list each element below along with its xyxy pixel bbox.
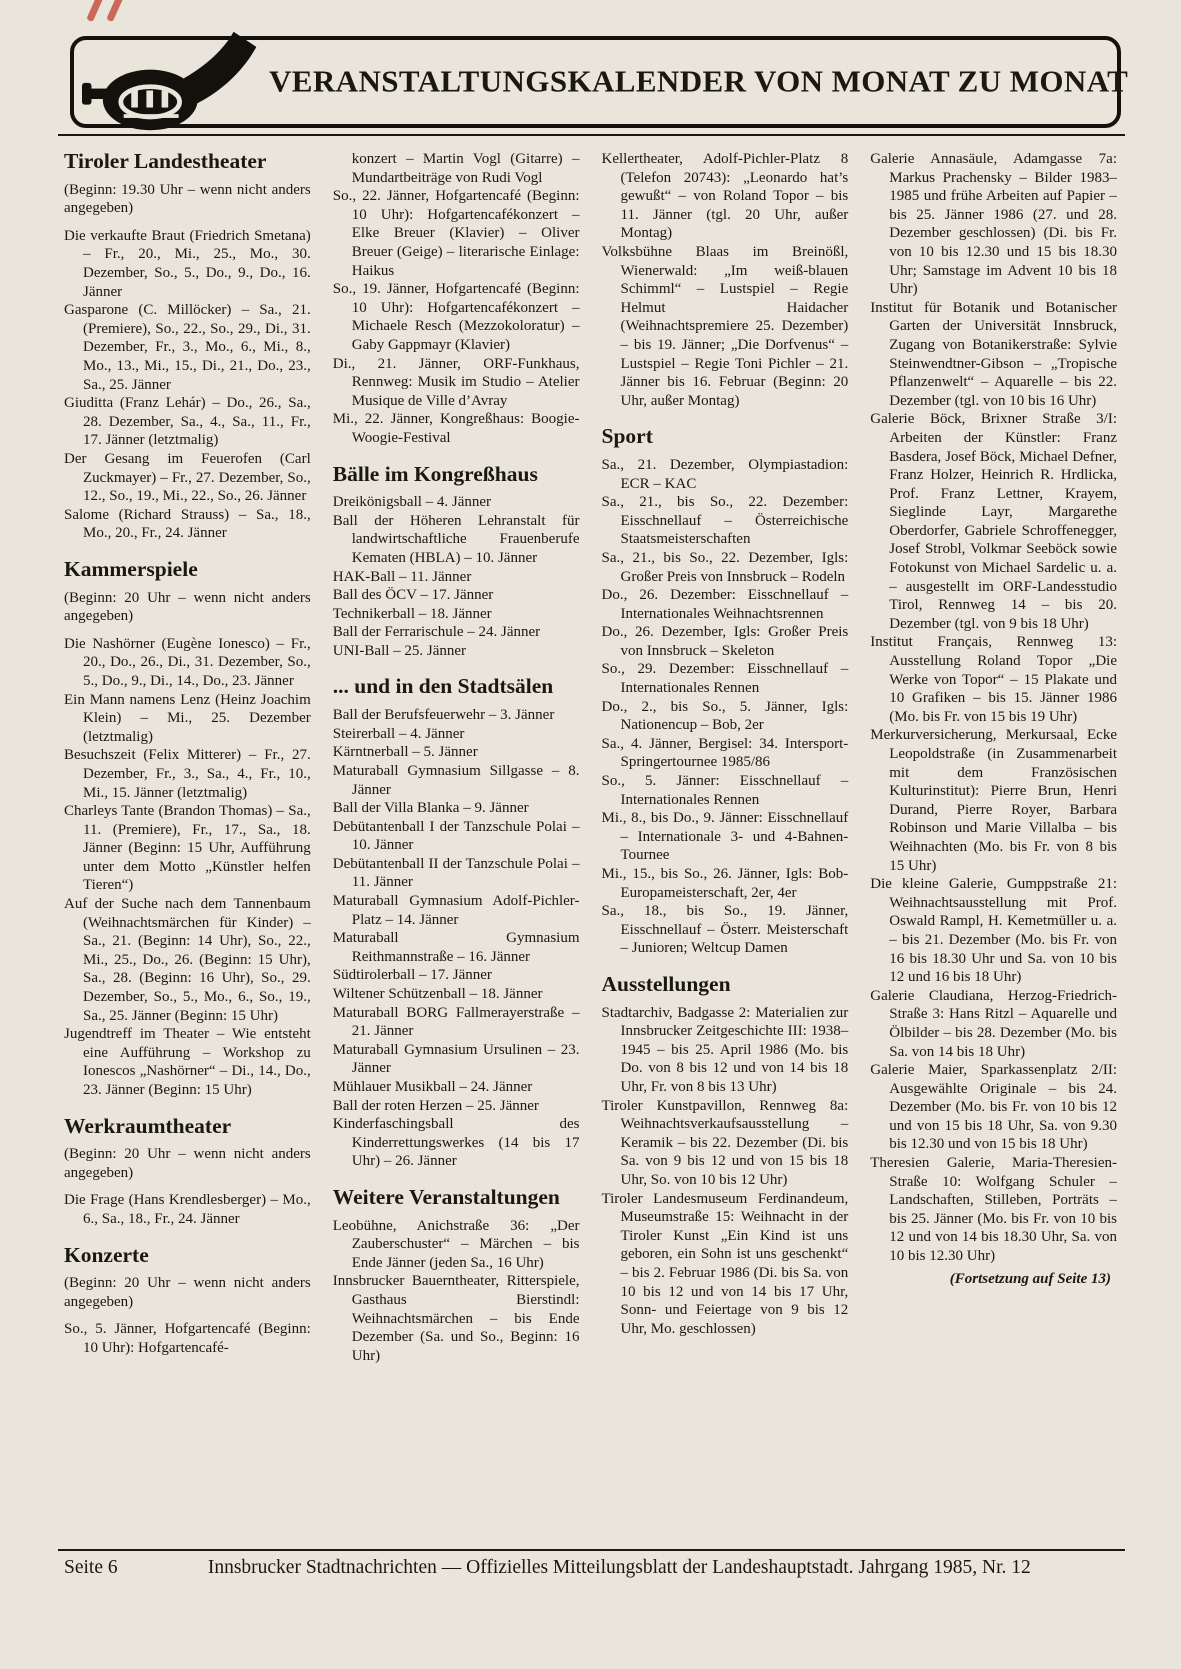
header-rule <box>58 134 1125 136</box>
calendar-entry: UNI-Ball – 25. Jänner <box>332 642 467 659</box>
calendar-entry: Mi., 8., bis Do., 9. Jänner: Eisschnellauf – Internationale 3- und 4-Bahnen-Tournee <box>601 810 849 864</box>
section-heading: Kammerspiele <box>64 556 198 581</box>
column-3 <box>602 150 849 1546</box>
calendar-entry: Galerie Annasäule, Adamgasse 7a: Markus Prachensky – Bilder 1983–1985 und frühe Arbeiten auf Papier – bis 25. Jänner 1986 (27. und 28. Dezember geschlossen) (Di. bis Fr. von 10 bis 12.30 und 15 bis 18.30 Uhr; Samstage im Advent 10 bis 18 Uhr) <box>870 151 1117 298</box>
calendar-entry: So., 29. Dezember: Eisschnellauf – Internationales Rennen <box>601 661 849 697</box>
calendar-entry: So., 22. Jänner, Hofgartencafé (Beginn: 10 Uhr): Hofgartencafékonzert – Elke Breuer (Klavier) – Oliver Breuer (Geige) – literarische Einlage: Haikus <box>332 188 580 279</box>
calendar-entry: Maturaball Gymnasium Reithmannstraße – 16. Jänner <box>332 930 580 965</box>
calendar-entry: Maturaball BORG Fallmerayerstraße – 21. Jänner <box>332 1004 580 1040</box>
calendar-entry: Die verkaufte Braut (Friedrich Smetana) – Fr., 20., Mi., 25., Mo., 30. Dezember, So., 5., Do., 9., Do., 16. Jänner <box>64 227 311 300</box>
calendar-entry: Steirerball – 4. Jänner <box>332 725 465 742</box>
calendar-entry: Kinderfaschingsball des Kinderrettungswerkes (14 bis 17 Uhr) – 26. Jänner <box>332 1116 580 1170</box>
calendar-entry: Die Frage (Hans Krendlesberger) – Mo., 6., Sa., 18., Fr., 24. Jänner <box>64 1192 311 1228</box>
schedule-note: (Beginn: 20 Uhr – wenn nicht anders angegeben) <box>64 1275 311 1310</box>
section-heading: Konzerte <box>64 1242 149 1267</box>
footer-publication-line: Innsbrucker Stadtnachrichten — Offizielles Mitteilungsblatt der Landeshauptstadt. Jahrgang 1985, Nr. 12 <box>207 1557 1031 1578</box>
calendar-entry: Sa., 18., bis So., 19. Jänner, Eisschnellauf – Österr. Meisterschaft – Junioren; Weltcup Damen <box>601 903 849 957</box>
calendar-entry: Leobühne, Anichstraße 36: „Der Zauberschuster“ – Märchen – bis Ende Jänner (jeden Sa., 16 Uhr) <box>332 1217 580 1271</box>
calendar-entry: Kellertheater, Adolf-Pichler-Platz 8 (Telefon 20743): „Leonardo hat’s gewußt“ – von Roland Topor – bis 11. Jänner (tgl. 20 Uhr, außer Montag) <box>601 151 849 242</box>
calendar-entry: Sa., 21., bis So., 22. Dezember, Igls: Großer Preis von Innsbruck – Rodeln <box>601 549 849 585</box>
calendar-entry: Ball der Villa Blanka – 9. Jänner <box>332 800 529 817</box>
calendar-entry: Theresien Galerie, Maria-Theresien-Straße 10: Wolfgang Schuler – Landschaften, Stilleben, Porträts – bis 25. Jänner (Mo. bis Fr. von 10 bis 12 und von 14 bis 18.30 Uhr, Sa. von 10 bis 12.30 Uhr) <box>870 1155 1117 1265</box>
continuation-note: (Fortsetzung auf Seite 13) <box>949 1270 1111 1287</box>
calendar-entry: Di., 21. Jänner, ORF-Funkhaus, Rennweg: Musik im Studio – Atelier Musique de Ville d’Avray <box>332 355 580 409</box>
calendar-columns <box>64 150 1117 1546</box>
calendar-entry: Stadtarchiv, Badgasse 2: Materialien zur Innsbrucker Zeitgeschichte III: 1938–1945 – bis 25. April 1986 (Mo. bis Do. von 8 bis 12 und von 14 bis 18 Uhr, Fr. von 8 bis 13 Uhr) <box>601 1004 849 1095</box>
calendar-entry: Der Gesang im Feuerofen (Carl Zuckmayer) – Fr., 27. Dezember, So., 12., So., 19., Mi., 22., So., 26. Jänner <box>64 450 311 505</box>
calendar-entry: Sa., 4. Jänner, Bergisel: 34. Intersport-Springertournee 1985/86 <box>601 735 849 771</box>
page-number: Seite 6 <box>64 1557 118 1578</box>
calendar-entry: Galerie Claudiana, Herzog-Friedrich-Straße 3: Hans Ritzl – Aquarelle und Ölbilder – bis 28. Dezember (Mo. bis Sa. von 14 bis 18 Uhr) <box>870 987 1117 1060</box>
calendar-entry: Besuchszeit (Felix Mitterer) – Fr., 27. Dezember, Fr., 3., Sa., 4., Fr., 10., Mi., 15. Jänner (letztmalig) <box>64 747 311 801</box>
calendar-entry: Ein Mann namens Lenz (Heinz Joachim Klein) – Mi., 25. Dezember (letztmalig) <box>64 691 311 745</box>
calendar-entry: Maturaball Gymnasium Adolf-Pichler-Platz – 14. Jänner <box>332 893 580 928</box>
calendar-entry: Galerie Maier, Sparkassenplatz 2/II: Ausgewählte Originale – bis 24. Dezember (Mo. bis Fr. von 10 bis 12 und von 15 bis 18 Uhr, Sa. von 9.30 bis 12.30 und von 15 bis 18 Uhr) <box>870 1062 1117 1153</box>
calendar-entry: Jugendtreff im Theater – Wie entsteht eine Aufführung – Workshop zu Ionescos „Nashörner“ – Di., 14., Do., 23. Jänner (Beginn: 15 Uhr) <box>64 1026 311 1098</box>
calendar-entry: Ball der Höheren Lehranstalt für landwirtschaftliche Frauenberufe Kematen (HBLA) – 10. Jänner <box>332 512 580 566</box>
calendar-entry: Do., 2., bis So., 5. Jänner, Igls: Nationencup – Bob, 2er <box>601 698 849 734</box>
calendar-entry: HAK-Ball – 11. Jänner <box>332 568 472 585</box>
masthead <box>70 36 1129 128</box>
footer-rule <box>58 1549 1125 1551</box>
calendar-entry: Merkurversicherung, Merkursaal, Ecke Leopoldstraße (in Zusammenarbeit mit dem Französischen Kulturinstitut): Pierre Brun, Henri Durand, Pierre Royer, Barbara Robinson und Marie Villalba – bis Weihnachten (Mo. bis Fr. von 8 bis 15 Uhr) <box>870 727 1117 874</box>
section-heading: Tiroler Landestheater <box>64 150 267 173</box>
calendar-entry: Gasparone (C. Millöcker) – Sa., 21. (Premiere), So., 22., So., 29., Di., 31. Dezember, Fr., 3., Mo., 6., Mi., 8., Mo., 13., Mi., 15., Di., 21., Do., 23., Sa., 25. Jänner <box>64 302 311 393</box>
column-2 <box>333 150 580 1546</box>
calendar-entry: Sa., 21., bis So., 22. Dezember: Eisschnellauf – Österreichische Staatsmeisterschaften <box>601 494 849 548</box>
calendar-entry: Institut für Botanik und Botanischer Garten der Universität Innsbruck, Zugang von Botanikerstraße: Sylvie Steinwendtner-Gibson – „Tropische Pflanzenwelt“ – Aquarelle – bis 22. Dezember (tgl. von 10 bis 16 Uhr) <box>870 299 1117 409</box>
section-heading: Ausstellungen <box>601 971 731 996</box>
calendar-entry: Mi., 15., bis So., 26. Jänner, Igls: Bob-Europameisterschaft, 2er, 4er <box>601 866 849 901</box>
calendar-entry: So., 19. Jänner, Hofgartencafé (Beginn: 10 Uhr): Hofgartencafékonzert – Michaele Resch (Mezzokoloratur) – Gaby Gappmayr (Klavier) <box>332 281 580 353</box>
trumpet-icon <box>82 24 262 138</box>
section-heading: ... und in den Stadtsälen <box>332 674 554 699</box>
calendar-entry: Volksbühne Blaas im Breinößl, Wienerwald: „Im weiß-blauen Schimml“ – Lustspiel – Regie Helmut Haidacher (Weihnachtspremiere 25. Dezember) – bis 19. Jänner; „Die Dorfvenus“ – Lustspiel – Regie Toni Pichler – 21. Jänner bis 16. Februar (Beginn: 20 Uhr, außer Montag) <box>601 243 849 409</box>
calendar-entry: Mühlauer Musikball – 24. Jänner <box>332 1079 533 1095</box>
calendar-entry: Innsbrucker Bauerntheater, Ritterspiele, Gasthaus Bierstindl: Weihnachtsmärchen – bis Ende Dezember (Sa. und So., Beginn: 16 Uhr) <box>332 1273 580 1364</box>
calendar-entry: Maturaball Gymnasium Sillgasse – 8. Jänner <box>332 762 580 798</box>
calendar-entry: Dreikönigsball – 4. Jänner <box>332 494 492 511</box>
schedule-note: (Beginn: 20 Uhr – wenn nicht anders angegeben) <box>64 1146 311 1181</box>
calendar-entry: Ball des ÖCV – 17. Jänner <box>332 587 494 604</box>
calendar-entry: So., 5. Jänner, Hofgartencafé (Beginn: 10 Uhr): Hofgartencafé- <box>64 1321 311 1357</box>
calendar-entry: Ball der Ferrarischule – 24. Jänner <box>332 624 541 641</box>
column-4 <box>870 150 1117 1546</box>
calendar-entry: Südtirolerball – 17. Jänner <box>332 967 492 984</box>
calendar-entry: Wiltener Schützenball – 18. Jänner <box>332 986 543 1003</box>
calendar-entry: Tiroler Kunstpavillon, Rennweg 8a: Weihnachtsverkaufsausstellung – Keramik – bis 22. Dezember (Di. bis Sa. von 9 bis 12 und von 15 bis 18 Uhr, So. von 10 bis 12 Uhr) <box>601 1097 849 1188</box>
calendar-entry: Debütantenball I der Tanzschule Polai – 10. Jänner <box>332 818 580 854</box>
calendar-entry: Debütantenball II der Tanzschule Polai – 11. Jänner <box>332 855 580 891</box>
calendar-entry: Galerie Böck, Brixner Straße 3/I: Arbeiten der Künstler: Franz Basdera, Josef Böck, Michael Defner, Franz Holzer, Heinrich R. Hrdlicka, Prof. Franz Lettner, Krayem, Sieglinde Layr, Margarethe Oberdorfer, Gabriele Schroffenegger, Josef Strobl, Volkmar Seeböck sowie Fotokunst von Michael Sardelic u. a. – ausgestellt im ORF-Landesstudio Tirol, Rennweg 14 – bis 20. Dezember (tgl. von 9 bis 18 Uhr) <box>870 411 1117 632</box>
calendar-entry: Die kleine Galerie, Gumppstraße 21: Weihnachtsausstellung mit Prof. Oswald Rampl, H. Kemetmüller u. a. – bis 21. Dezember (Mo. bis Fr. von 16 bis 18.30 Uhr und Sa. von 10 bis 12 und 16 bis 18 Uhr) <box>870 876 1117 986</box>
calendar-entry: Giuditta (Franz Lehár) – Do., 26., Sa., 28. Dezember, Sa., 4., Sa., 11., Fr., 17. Jänner (letztmalig) <box>64 395 311 449</box>
calendar-entry: Auf der Suche nach dem Tannenbaum (Weihnachtsmärchen für Kinder) – Sa., 21. (Beginn: 14 Uhr), So., 22., Mi., 25., Do., 26. (Beginn: 15 Uhr), Sa., 28. (Beginn: 16 Uhr), So., 29. Dezember, So., 5., Mo., 6., So., 19., Sa., 25. Jänner (Beginn: 15 Uhr) <box>64 896 311 1024</box>
page-title: VERANSTALTUNGSKALENDER VON MONAT ZU MONAT <box>269 63 1129 99</box>
calendar-entry: Ball der Berufsfeuerwehr – 3. Jänner <box>332 707 555 724</box>
calendar-entry: Kärntnerball – 5. Jänner <box>332 744 478 761</box>
calendar-entry: Ball der roten Herzen – 25. Jänner <box>332 1097 539 1114</box>
calendar-entry: Maturaball Gymnasium Ursulinen – 23. Jänner <box>332 1041 580 1077</box>
calendar-entry: Do., 26. Dezember: Eisschnellauf – Internationales Weihnachtsrennen <box>601 587 849 622</box>
schedule-note: (Beginn: 19.30 Uhr – wenn nicht anders angegeben) <box>64 181 311 217</box>
calendar-entry: Sa., 21. Dezember, Olympiastadion: ECR – KAC <box>601 456 849 492</box>
schedule-note: (Beginn: 20 Uhr – wenn nicht anders angegeben) <box>64 589 311 625</box>
calendar-entry: Salome (Richard Strauss) – Sa., 18., Mo., 20., Fr., 24. Jänner <box>64 506 311 542</box>
column-1 <box>64 150 311 1546</box>
section-heading: Bälle im Kongreßhaus <box>332 461 538 486</box>
section-heading: Werkraumtheater <box>64 1113 232 1138</box>
calendar-entry: Technikerball – 18. Jänner <box>332 605 492 622</box>
calendar-entry: Charleys Tante (Brandon Thomas) – Sa., 11. (Premiere), Fr., 17., Sa., 18. Jänner (Beginn: 15 Uhr, Aufführung unter dem Motto „Künstler helfen Tieren“) <box>64 803 311 894</box>
red-ink-mark <box>86 0 136 26</box>
section-heading: Sport <box>601 424 653 449</box>
section-heading: Weitere Veranstaltungen <box>332 1184 560 1209</box>
calendar-entry: Mi., 22. Jänner, Kongreßhaus: Boogie-Woogie-Festival <box>332 411 580 446</box>
footer <box>64 1557 1121 1579</box>
calendar-entry: Die Nashörner (Eugène Ionesco) – Fr., 20., Do., 26., Di., 31. Dezember, So., 5., Do., 9., Di., 14., Do., 23. Jänner <box>64 635 311 689</box>
calendar-entry: Tiroler Landesmuseum Ferdinandeum, Museumstraße 15: Weihnacht in der Tiroler Kunst „Ein Kind ist uns geboren, ein Sohn ist uns geschenkt“ – bis 2. Februar 1986 (Di. bis Sa. von 10 bis 12 und von 14 bis 17 Uhr, Sonn- und Feiertage von 9 bis 12 Uhr, Mo. geschlossen) <box>601 1190 849 1337</box>
calendar-entry: So., 5. Jänner: Eisschnellauf – Internationales Rennen <box>601 773 849 808</box>
calendar-entry: Do., 26. Dezember, Igls: Großer Preis von Innsbruck – Skeleton <box>601 624 849 659</box>
calendar-entry: konzert – Martin Vogl (Gitarre) – Mundartbeiträge von Rudi Vogl <box>351 151 580 186</box>
calendar-entry: Institut Français, Rennweg 13: Ausstellung Roland Topor „Die Werke von Topor“ – 15 Plakate und 10 Grafiken – bis 15. Jänner 1986 (Mo. bis Fr. von 15 bis 19 Uhr) <box>870 634 1117 725</box>
